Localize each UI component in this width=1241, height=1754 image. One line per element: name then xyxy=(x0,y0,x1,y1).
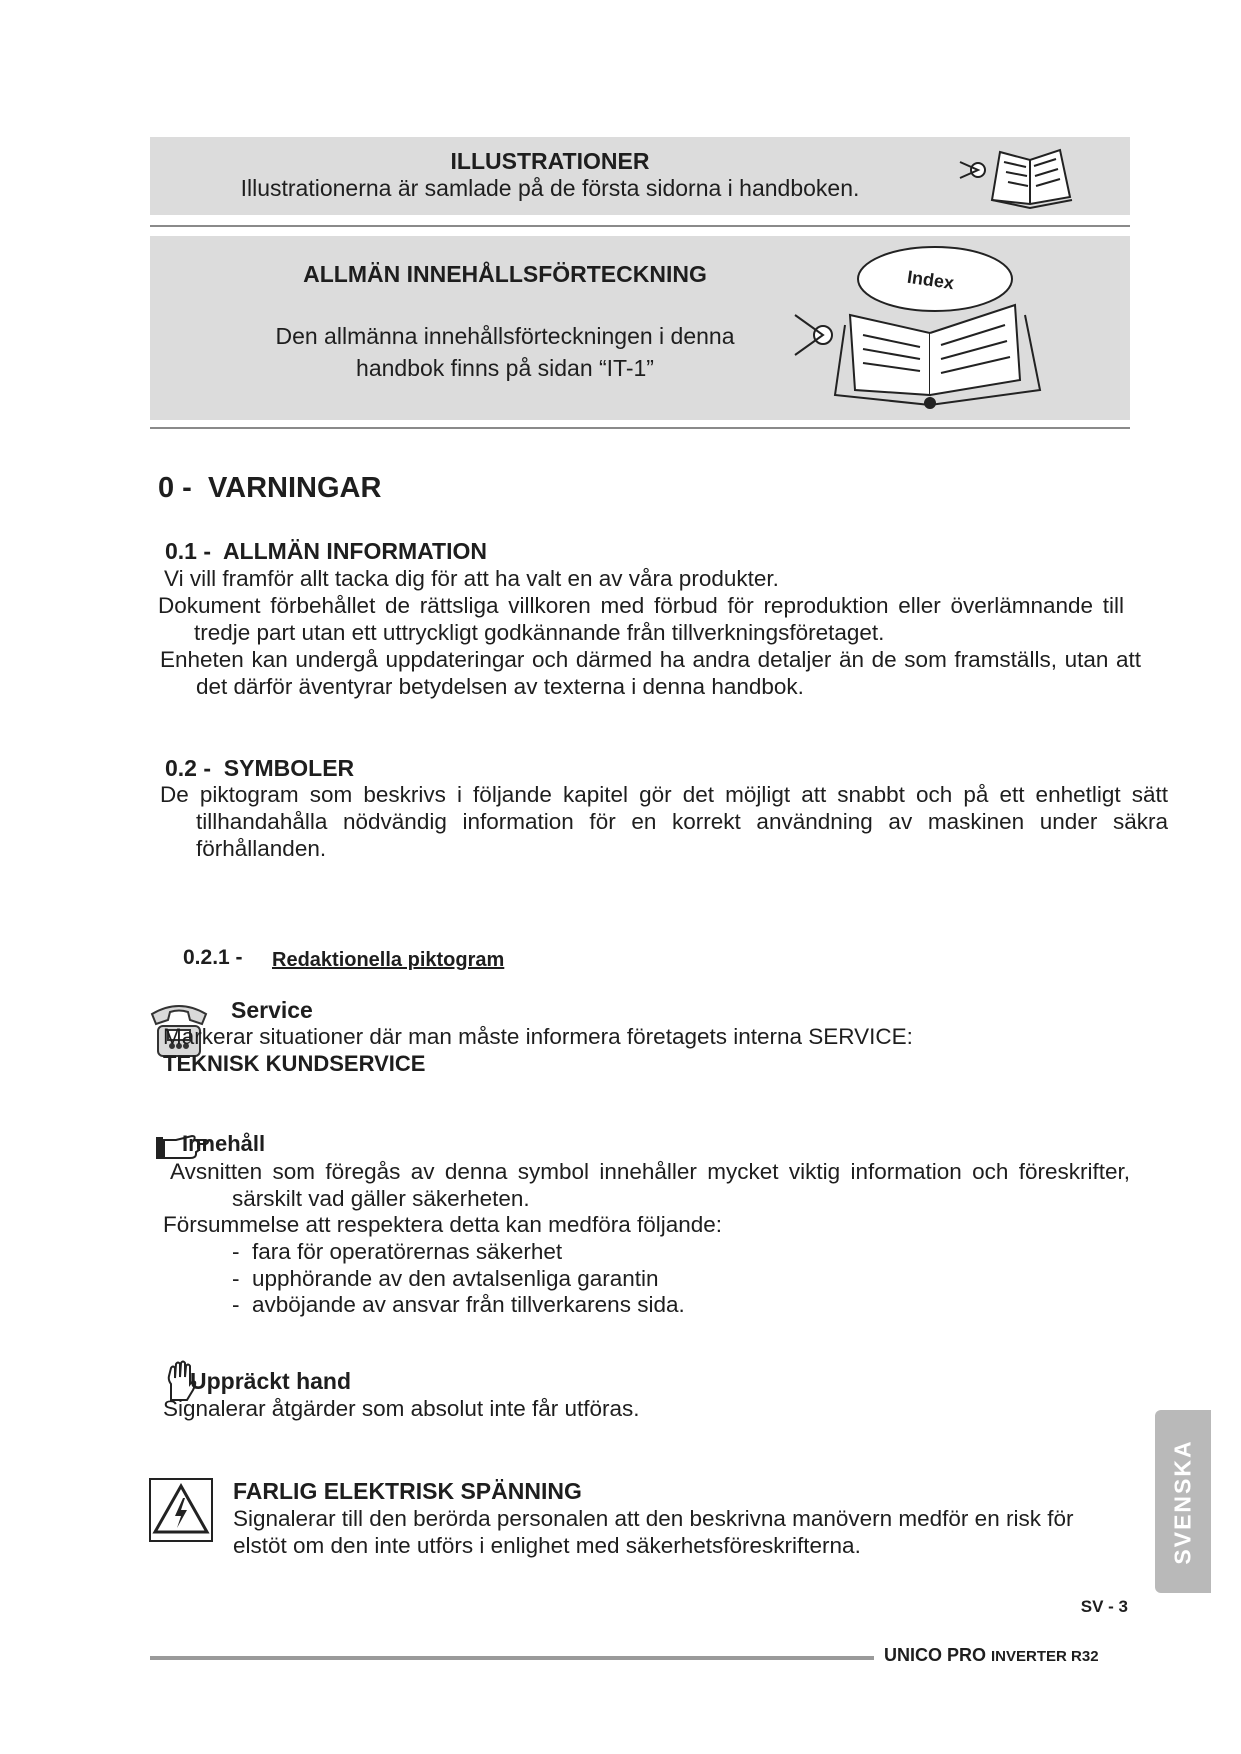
paragraph: Vi vill framför allt tacka dig för att ha valt en av våra produkter. xyxy=(164,566,779,591)
section-heading-0-2: 0.2 - SYMBOLER xyxy=(165,755,355,781)
content-title: Innehåll xyxy=(182,1131,266,1156)
electric-hazard-icon xyxy=(149,1478,213,1542)
list-item: - upphörande av den avtalsenliga garantin xyxy=(232,1266,659,1291)
content-paragraph: Försummelse att respektera detta kan medföra följande: xyxy=(163,1212,723,1237)
electric-text: Signalerar till den berörda personalen att den beskrivna manövern medför en risk för elstöt om den inte utförs i enlighet med säkerhetsföreskrifterna. xyxy=(233,1506,1074,1558)
product-small: INVERTER xyxy=(991,1648,1072,1665)
paragraph: Enheten kan undergå uppdateringar och därmed ha andra detaljer än de som framställs, utan att det därför äventyrar betydelsen av texterna i denna handbok. xyxy=(160,647,1141,699)
service-bold-text: TEKNISK KUNDSERVICE xyxy=(163,1051,426,1076)
section-title-0-2-1: Redaktionella piktogram xyxy=(272,949,505,971)
electric-title: FARLIG ELEKTRISK SPÄNNING xyxy=(233,1478,582,1504)
illustrations-title: ILLUSTRATIONER xyxy=(450,148,650,174)
list-item: - fara för operatörernas säkerhet xyxy=(232,1239,563,1264)
open-book-icon xyxy=(950,142,1110,212)
paragraph: De piktogram som beskrivs i följande kapitel gör det möjligt att snabbt och på ett enhetligt sätt tillhandahålla nödvändig information för en korrekt användning av maskinen under säkra förhållanden. xyxy=(160,782,1168,861)
index-title: ALLMÄN INNEHÅLLSFÖRTECKNING xyxy=(303,261,707,287)
service-title: Service xyxy=(231,997,313,1023)
index-text-line1: Den allmänna innehållsförteckningen i denna xyxy=(275,323,735,349)
divider xyxy=(150,427,1130,429)
language-tab-label: SVENSKA xyxy=(1169,1438,1196,1565)
index-text-line2: handbok finns på sidan “IT-1” xyxy=(356,355,654,381)
raised-hand-text: Signalerar åtgärder som absolut inte får utföras. xyxy=(163,1396,640,1421)
language-tab xyxy=(1155,1410,1211,1593)
footer-product-title xyxy=(884,1645,1099,1666)
section-number-0-2-1: 0.2.1 - xyxy=(183,946,243,969)
illustrations-text: Illustrationerna är samlade på de första sidorna i handboken. xyxy=(240,175,860,201)
divider xyxy=(150,225,1130,227)
product-main: UNICO PRO xyxy=(884,1645,992,1665)
list-item: - avböjande av ansvar från tillverkarens sida. xyxy=(232,1292,685,1317)
service-text: Markerar situationer där man måste informera företagets interna SERVICE: xyxy=(163,1024,913,1049)
page-number: SV - 3 xyxy=(1080,1597,1128,1616)
product-end: R32 xyxy=(1071,1648,1099,1665)
section-heading-0: 0 - VARNINGAR xyxy=(158,472,382,504)
index-label: Index xyxy=(905,266,956,294)
footer-rule xyxy=(150,1656,874,1660)
content-paragraph: Avsnitten som föregås av denna symbol innehåller mycket viktig information och föreskrifter, särskilt vad gäller säkerheten. xyxy=(170,1159,1130,1211)
paragraph: Dokument förbehållet de rättsliga villkoren med förbud för reproduktion eller överlämnande till tredje part utan ett uttryckligt godkännande från tillverkningsföretaget. xyxy=(158,593,1124,645)
raised-hand-title: Uppräckt hand xyxy=(190,1368,352,1394)
section-heading-0-1: 0.1 - ALLMÄN INFORMATION xyxy=(165,538,487,564)
